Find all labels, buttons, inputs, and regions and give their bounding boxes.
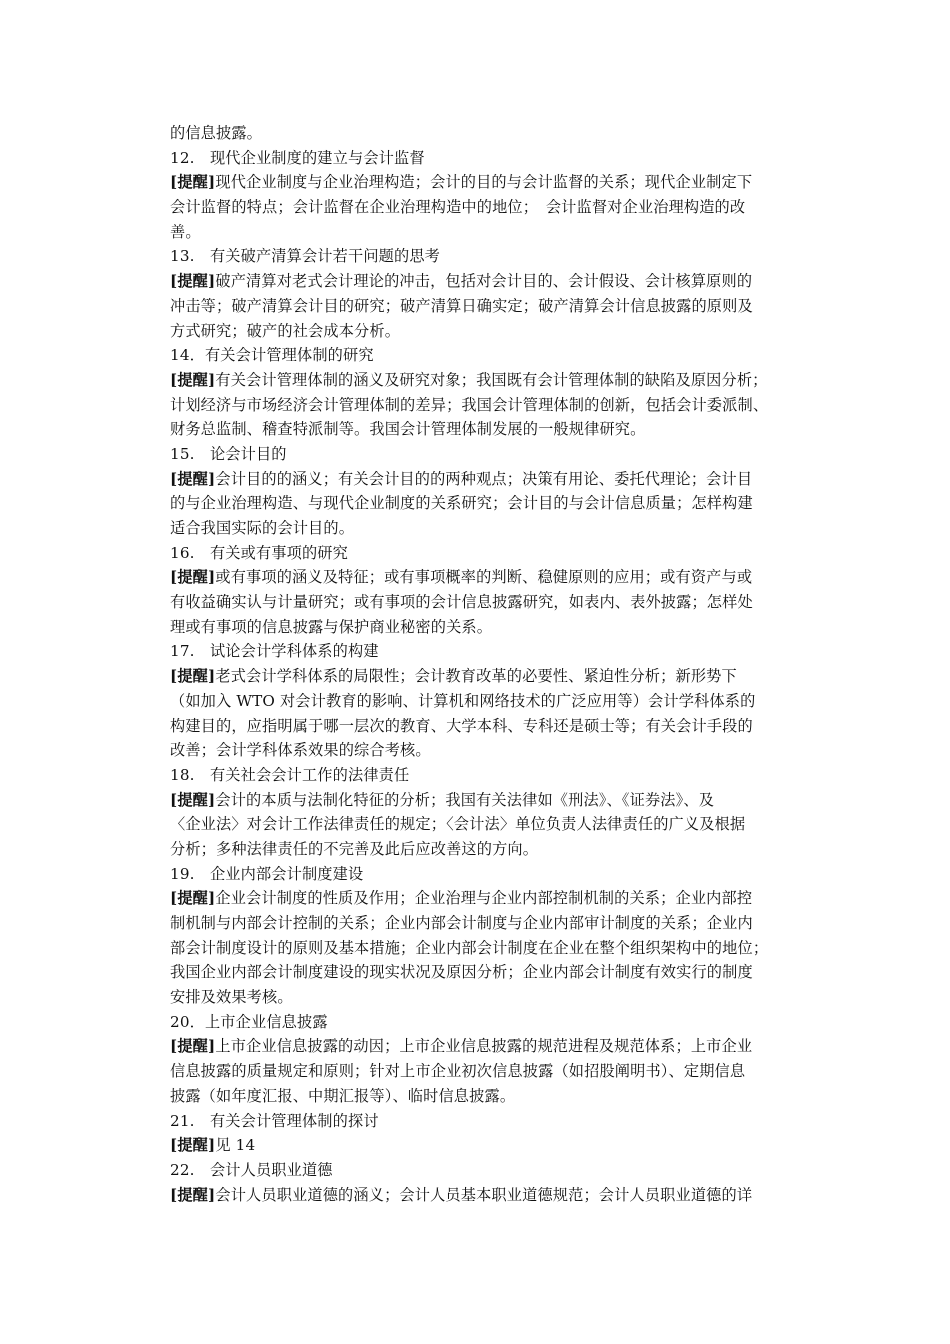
text-line	[170, 1059, 810, 1084]
line-text: 破产清算对老式会计理论的冲击，包括对会计目的、会计假设、会计核算原则的	[215, 272, 753, 291]
line-text: 的信息披露。	[170, 124, 263, 142]
line-text: 老式会计学科体系的局限性；会计教育改革的必要性、紧迫性分析；新形势下	[215, 667, 737, 686]
text-line	[170, 689, 810, 714]
text-line	[170, 319, 810, 344]
line-text: 会计目的的涵义；有关会计目的的两种观点；决策有用论、委托代理论；会计目	[215, 469, 753, 488]
text-line	[170, 615, 810, 640]
text-line	[170, 146, 810, 171]
text-line	[170, 491, 810, 516]
line-text: 现代企业制度与企业治理构造；会计的目的与会计监督的关系；现代企业制定下	[215, 173, 753, 192]
line-text: 有收益确实认与计量研究；或有事项的会计信息披露研究，如表内、表外披露；怎样处	[170, 593, 753, 612]
line-text: 22. 会计人员职业道德	[170, 1160, 333, 1179]
hint-label: [提醒]	[170, 1136, 216, 1155]
line-text: 14．有关会计管理体制的研究	[170, 346, 374, 365]
text-line	[170, 343, 810, 368]
hint-label: [提醒]	[170, 790, 216, 809]
line-text: 理或有事项的信息披露与保护商业秘密的关系。	[170, 617, 493, 636]
line-text: 改善；会计学科体系效果的综合考核。	[170, 741, 431, 760]
text-line	[170, 170, 810, 195]
hint-label: [提醒]	[170, 1037, 216, 1056]
text-line	[170, 1010, 810, 1035]
text-line	[170, 467, 810, 492]
line-text: 12. 现代企业制度的建立与会计监督	[170, 148, 425, 167]
text-line	[170, 565, 810, 590]
text-line	[170, 590, 810, 615]
line-text: 18. 有关社会会计工作的法律责任	[170, 765, 410, 784]
text-line	[170, 639, 810, 664]
line-text: 会计监督的特点；会计监督在企业治理构造中的地位； 会计监督对企业治理构造的改	[170, 198, 746, 217]
line-text: 计划经济与市场经济会计管理体制的差异；我国会计管理体制的创新，包括会计委派制、	[170, 395, 769, 414]
text-line	[170, 541, 810, 566]
line-text: 冲击等；破产清算会计目的研究；破产清算日确实定；破产清算会计信息披露的原则及	[170, 296, 753, 315]
line-text: 披露（如年度汇报、中期汇报等）、临时信息披露。	[170, 1086, 516, 1105]
text-line	[170, 121, 810, 146]
text-line	[170, 516, 810, 541]
line-text: 适合我国实际的会计目的。	[170, 519, 355, 537]
line-text: 17. 试论会计学科体系的构建	[170, 642, 379, 661]
text-line	[170, 1158, 810, 1183]
text-line	[170, 294, 810, 319]
text-line	[170, 393, 810, 418]
hint-label: [提醒]	[170, 272, 216, 291]
line-text: 21. 有关会计管理体制的探讨	[170, 1111, 379, 1130]
text-line	[170, 442, 810, 467]
line-text: 我国企业内部会计制度建设的现实状况及原因分析；企业内部会计制度有效实行的制度	[170, 963, 753, 982]
hint-label: [提醒]	[170, 469, 216, 488]
line-text: 有关会计管理体制的涵义及研究对象；我国既有会计管理体制的缺陷及原因分析；	[215, 370, 768, 389]
line-text: （如加入 WTO 对会计教育的影响、计算机和网络技术的广泛应用等）会计学科体系的	[170, 691, 756, 710]
line-text: 13. 有关破产清算会计若干问题的思考	[170, 247, 441, 266]
text-line	[170, 269, 810, 294]
text-line	[170, 417, 810, 442]
text-line	[170, 960, 810, 985]
line-text: 善。	[170, 222, 201, 241]
text-line	[170, 664, 810, 689]
line-text: 分析；多种法律责任的不完善及此后应改善这的方向。	[170, 839, 539, 858]
text-line	[170, 763, 810, 788]
line-text: 会计人员职业道德的涵义；会计人员基本职业道德规范；会计人员职业道德的详	[215, 1185, 753, 1204]
text-line	[170, 244, 810, 269]
hint-label: [提醒]	[170, 1185, 216, 1204]
line-text: 16. 有关或有事项的研究	[170, 543, 348, 562]
line-text: 方式研究；破产的社会成本分析。	[170, 321, 401, 340]
line-text: 19. 企业内部会计制度建设	[170, 864, 364, 883]
text-line	[170, 714, 810, 739]
text-line	[170, 195, 810, 220]
text-line	[170, 837, 810, 862]
hint-label: [提醒]	[170, 667, 216, 686]
hint-label: [提醒]	[170, 568, 216, 587]
line-text: 或有事项的涵义及特征；或有事项概率的判断、稳健原则的应用；或有资产与或	[215, 568, 753, 587]
line-text: 构建目的，应指明属于哪一层次的教育、大学本科、专科还是硕士等；有关会计手段的	[170, 716, 753, 735]
hint-label: [提醒]	[170, 173, 216, 192]
line-text: 20．上市企业信息披露	[170, 1012, 328, 1031]
text-line	[170, 1109, 810, 1134]
line-text: 企业会计制度的性质及作用；企业治理与企业内部控制机制的关系；企业内部控	[215, 889, 753, 908]
line-text: 上市企业信息披露的动因；上市企业信息披露的规范进程及规范体系；上市企业	[215, 1037, 753, 1056]
line-text: 见 14	[215, 1136, 256, 1155]
text-line	[170, 886, 810, 911]
text-line	[170, 862, 810, 887]
line-text: 制机制与内部会计控制的关系；企业内部会计制度与企业内部审计制度的关系；企业内	[170, 914, 753, 932]
line-text: 部会计制度设计的原则及基本措施；企业内部会计制度在企业在整个组织架构中的地位；	[170, 938, 769, 957]
line-text: 15. 论会计目的	[170, 444, 287, 463]
text-line	[170, 1133, 810, 1158]
text-line	[170, 1084, 810, 1109]
text-line	[170, 788, 810, 813]
document-page	[170, 121, 810, 1207]
text-line	[170, 985, 810, 1010]
text-line	[170, 911, 810, 936]
line-text: 的与企业治理构造、与现代企业制度的关系研究；会计目的与会计信息质量；怎样构建	[170, 494, 753, 513]
hint-label: [提醒]	[170, 889, 216, 908]
line-text: 财务总监制、稽查特派制等。我国会计管理体制发展的一般规律研究。	[170, 420, 646, 439]
line-text: 安排及效果考核。	[170, 988, 293, 1007]
text-line	[170, 220, 810, 245]
text-line	[170, 738, 810, 763]
text-line	[170, 1034, 810, 1059]
text-line	[170, 936, 810, 961]
hint-label: [提醒]	[170, 370, 216, 389]
line-text: 〈企业法〉对会计工作法律责任的规定；〈会计法〉单位负责人法律责任的广义及根据	[170, 815, 746, 834]
line-text: 信息披露的质量规定和原则；针对上市企业初次信息披露（如招股阐明书）、定期信息	[170, 1062, 746, 1081]
line-text: 会计的本质与法制化特征的分析；我国有关法律如《刑法》、《证券法》、及	[215, 790, 715, 809]
text-line	[170, 1183, 810, 1208]
text-line	[170, 812, 810, 837]
text-line	[170, 368, 810, 393]
